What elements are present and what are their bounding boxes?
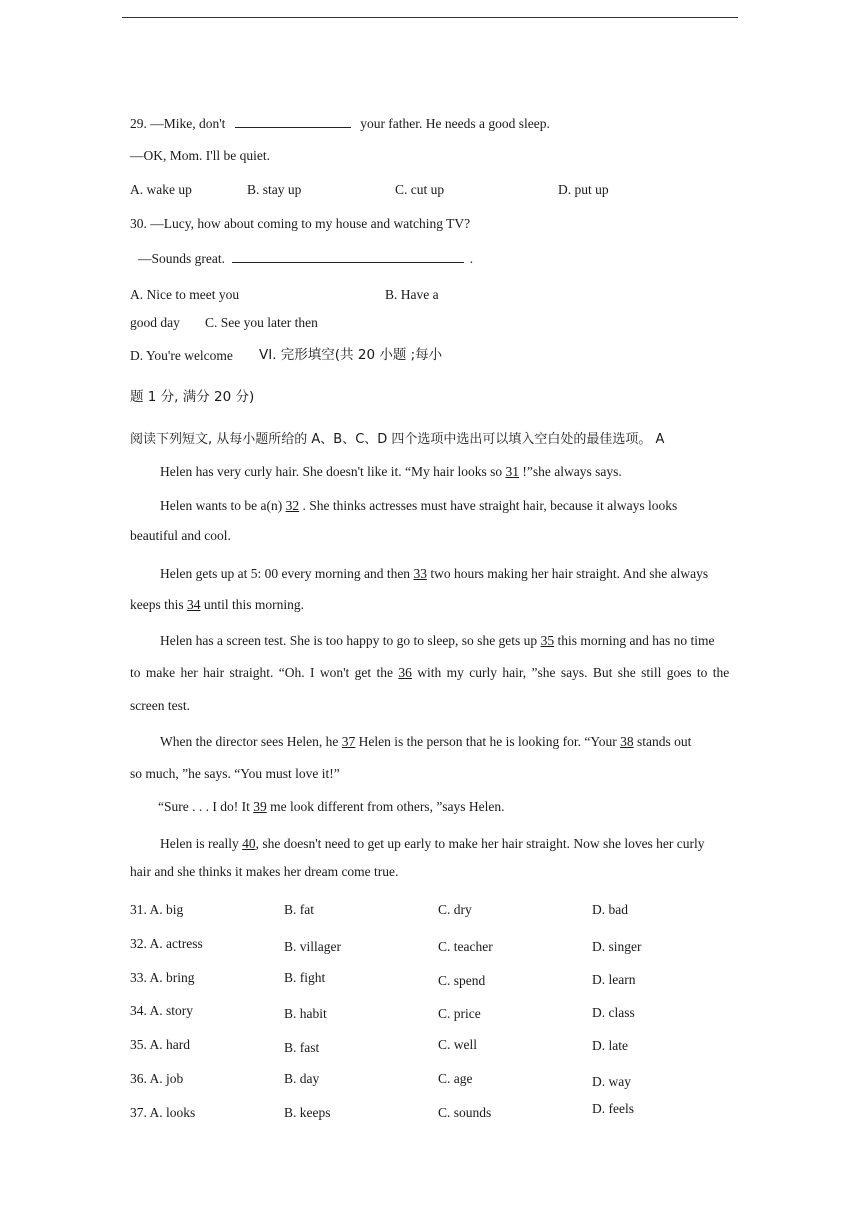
question-29-option-c: C. cut up bbox=[395, 182, 445, 197]
passage-paragraph-4 bbox=[160, 632, 715, 650]
answer-35-option-a: 35. A. hard bbox=[130, 1037, 190, 1052]
passage-text: Helen wants to be a(n) bbox=[160, 498, 286, 513]
passage-paragraph-7-continued: hair and she thinks it makes her dream come true. bbox=[130, 864, 399, 879]
passage-paragraph-2-continued: beautiful and cool. bbox=[130, 528, 231, 543]
question-29-reply: —OK, Mom. I'll be quiet. bbox=[130, 148, 271, 163]
answer-31-option-b: B. fat bbox=[284, 902, 314, 917]
passage-text: Helen has a screen test. She is too happy to go to sleep, so she gets up bbox=[160, 633, 541, 648]
answer-33-option-c: C. spend bbox=[438, 973, 486, 988]
question-30-option-a: A. Nice to meet you bbox=[130, 287, 240, 302]
passage-text: to make her hair straight. “Oh. I won't get the bbox=[130, 665, 399, 680]
blank-number-39: 39 bbox=[253, 799, 267, 814]
answer-33-option-a: 33. A. bring bbox=[130, 970, 195, 985]
blank-number-32: 32 bbox=[285, 498, 300, 513]
passage-paragraph-6 bbox=[158, 798, 505, 816]
passage-paragraph-4-end: screen test. bbox=[130, 698, 190, 713]
answer-37-option-c: C. sounds bbox=[438, 1105, 492, 1120]
passage-paragraph-5-continued: so much, ”he says. “You must love it!” bbox=[130, 766, 340, 781]
question-29-stem bbox=[130, 114, 550, 133]
passage-text: Helen gets up at 5: 00 every morning and then bbox=[160, 566, 414, 581]
passage-paragraph-7 bbox=[160, 835, 705, 853]
answer-37-option-b: B. keeps bbox=[284, 1105, 331, 1120]
answer-37-option-d: D. feels bbox=[592, 1101, 634, 1116]
answer-34-option-b: B. habit bbox=[284, 1006, 327, 1021]
answer-34-option-a: 34. A. story bbox=[130, 1003, 194, 1018]
answer-36-option-a: 36. A. job bbox=[130, 1071, 184, 1086]
blank-number-34: 34 bbox=[187, 597, 201, 612]
blank-number-40: 40 bbox=[242, 836, 256, 851]
answer-32-option-a: 32. A. actress bbox=[130, 936, 203, 951]
answer-36-option-c: C. age bbox=[438, 1071, 473, 1086]
section-heading-continued: 题 1 分, 满分 20 分) bbox=[130, 389, 255, 405]
passage-text: me look different from others, ”says Helen. bbox=[266, 799, 505, 814]
question-30-option-d: D. You're welcome bbox=[130, 348, 233, 363]
question-30-reply bbox=[138, 249, 473, 268]
passage-paragraph-1 bbox=[160, 463, 622, 481]
blank-number-38: 38 bbox=[620, 734, 634, 749]
passage-text: Helen is really bbox=[160, 836, 243, 851]
passage-text: , she doesn't need to get up early to make her hair straight. Now she loves her curly bbox=[255, 836, 705, 851]
question-29-stem-end: your father. He needs a good sleep. bbox=[360, 116, 550, 131]
passage-text: with my curly hair, ”she says. But she still goes to the bbox=[411, 665, 730, 680]
passage-paragraph-3-continued bbox=[130, 596, 304, 614]
passage-text: !”she always says. bbox=[519, 464, 622, 479]
section-instruction: 阅读下列短文, 从每小题所给的 A、B、C、D 四个选项中选出可以填入空白处的最佳选项。 A bbox=[130, 432, 665, 447]
passage-text: Helen has very curly hair. She doesn't like it. “My hair looks so bbox=[160, 464, 506, 479]
question-29-option-b: B. stay up bbox=[247, 182, 302, 197]
passage-text: this morning and has no time bbox=[554, 633, 715, 648]
question-30-reply-end: . bbox=[469, 251, 474, 266]
question-29-option-d: D. put up bbox=[558, 182, 609, 197]
question-30-option-c: C. See you later then bbox=[205, 315, 318, 330]
question-29-stem-start: 29. —Mike, don't bbox=[130, 116, 226, 131]
blank-number-35: 35 bbox=[540, 633, 555, 648]
section-heading: VI. 完形填空(共 20 小题 ;每小 bbox=[259, 347, 443, 363]
answer-32-option-d: D. singer bbox=[592, 939, 642, 954]
answer-34-option-c: C. price bbox=[438, 1006, 481, 1021]
passage-paragraph-5 bbox=[160, 733, 691, 751]
question-30-reply-start: —Sounds great. bbox=[138, 251, 225, 266]
passage-text: stands out bbox=[633, 734, 692, 749]
passage-paragraph-3 bbox=[160, 565, 708, 583]
question-30-option-b-continued: good day bbox=[130, 315, 180, 330]
answer-35-option-b: B. fast bbox=[284, 1040, 320, 1055]
answer-31-option-d: D. bad bbox=[592, 902, 628, 917]
answer-31-option-a: 31. A. big bbox=[130, 902, 184, 917]
answer-36-option-b: B. day bbox=[284, 1071, 320, 1086]
answer-32-option-c: C. teacher bbox=[438, 939, 493, 954]
passage-text: . She thinks actresses must have straight hair, because it always looks bbox=[299, 498, 678, 513]
answer-33-option-d: D. learn bbox=[592, 972, 636, 987]
passage-text: Helen is the person that he is looking for. “Your bbox=[355, 734, 621, 749]
answer-34-option-d: D. class bbox=[592, 1005, 635, 1020]
answer-35-option-c: C. well bbox=[438, 1037, 477, 1052]
passage-text: until this morning. bbox=[200, 597, 305, 612]
question-30-stem: 30. —Lucy, how about coming to my house and watching TV? bbox=[130, 216, 471, 231]
answer-32-option-b: B. villager bbox=[284, 939, 341, 954]
answer-37-option-a: 37. A. looks bbox=[130, 1105, 196, 1120]
passage-text: keeps this bbox=[130, 597, 187, 612]
passage-paragraph-4-continued bbox=[130, 664, 729, 682]
answer-36-option-d: D. way bbox=[592, 1074, 631, 1089]
answer-35-option-d: D. late bbox=[592, 1038, 628, 1053]
passage-text: two hours making her hair straight. And she always bbox=[426, 566, 709, 581]
answer-31-option-c: C. dry bbox=[438, 902, 472, 917]
blank-number-33: 33 bbox=[413, 566, 427, 581]
answer-blank bbox=[235, 114, 351, 128]
question-29-option-a: A. wake up bbox=[130, 182, 192, 197]
passage-paragraph-2 bbox=[160, 497, 677, 515]
passage-text: When the director sees Helen, he bbox=[160, 734, 342, 749]
passage-text: “Sure . . . I do! It bbox=[158, 799, 254, 814]
answer-33-option-b: B. fight bbox=[284, 970, 326, 985]
answer-blank bbox=[232, 249, 464, 263]
blank-number-36: 36 bbox=[398, 665, 412, 680]
blank-number-37: 37 bbox=[341, 734, 356, 749]
blank-number-31: 31 bbox=[505, 464, 519, 479]
header-rule bbox=[122, 17, 738, 18]
question-30-option-b: B. Have a bbox=[385, 287, 439, 302]
